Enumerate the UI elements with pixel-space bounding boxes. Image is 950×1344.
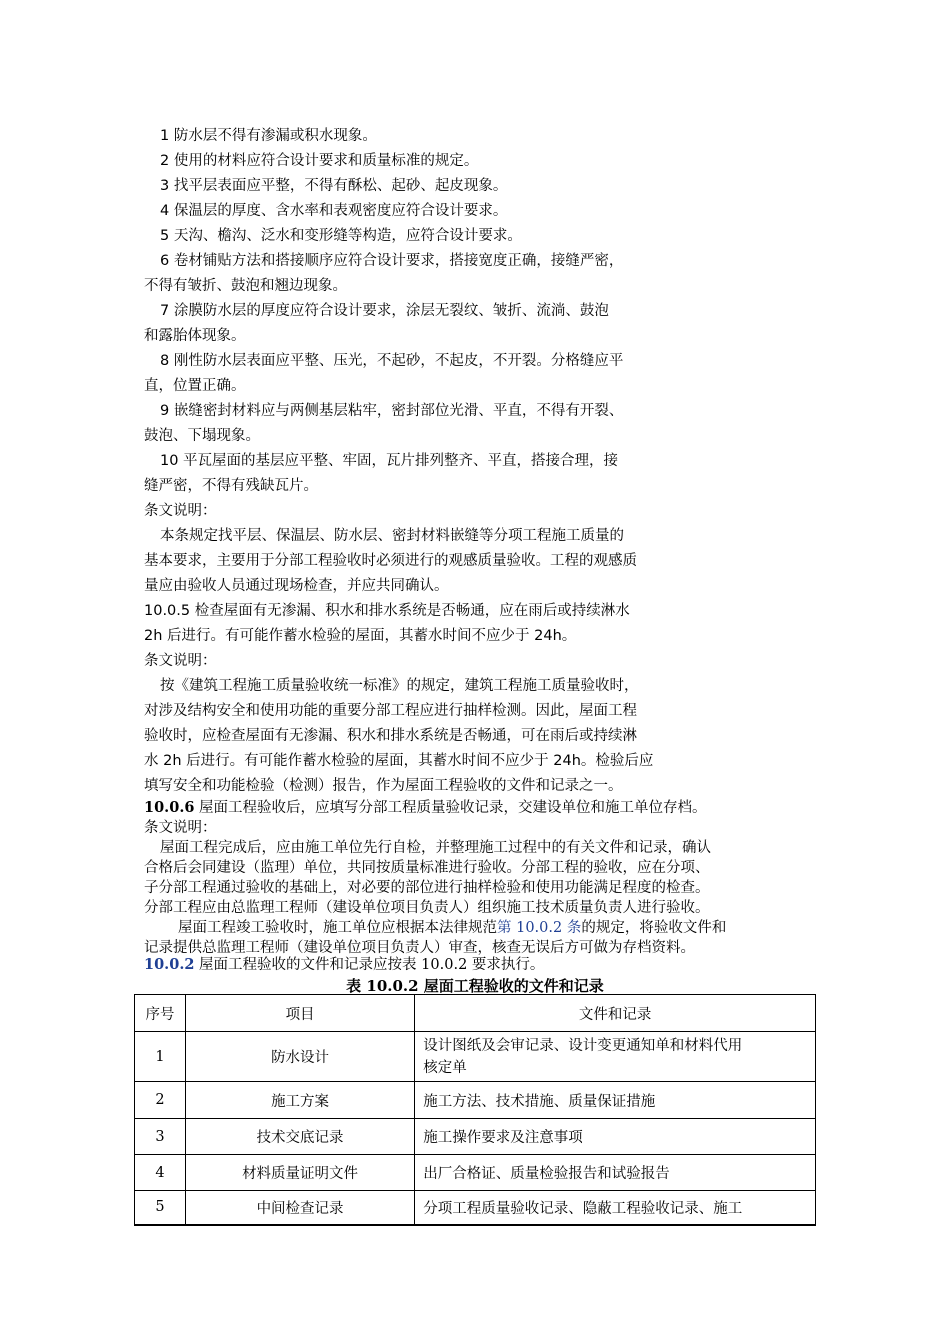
item-9-cont: 鼓泡、下塌现象。 [144,428,260,444]
item-8-cont: 直，位置正确。 [144,378,246,394]
table-header-row [135,995,816,1032]
row-item: 材料质量证明文件 [185,1155,414,1191]
note2-line: 验收时，应检查屋面有无渗漏、积水和排水系统是否畅通，可在雨后或持续淋 [144,728,637,744]
item-7: 7 涂膜防水层的厚度应符合设计要求，涂层无裂纹、皱折、流淌、鼓泡 [160,303,609,319]
table-row [135,1191,816,1225]
table-row [135,1082,816,1119]
note3-line: 屋面工程完成后，应由施工单位先行自检，并整理施工过程中的有关文件和记录，确认 [160,840,711,856]
row-no: 4 [135,1155,186,1191]
note3-line: 合格后会同建设（监理）单位，共同按质量标准进行验收。分部工程的验收，应在分项、 [144,860,710,876]
note3-para2 [178,918,726,938]
note3-line: 子分部工程通过验收的基础上，对必要的部位进行抽样检验和使用功能满足程度的检查。 [144,880,710,896]
row-item: 中间检查记录 [185,1191,414,1225]
row-doc: 施工操作要求及注意事项 [415,1119,816,1155]
row-item: 防水设计 [185,1032,414,1082]
header-item: 项目 [185,995,414,1032]
note2-line: 水 2h 后进行。有可能作蓄水检验的屋面，其蓄水时间不应少于 24h。检验后应 [144,753,654,769]
note3-para2-line2: 记录提供总监理工程师（建设单位项目负责人）审查，核查无误后方可做为存档资料。 [144,940,695,956]
note1-line: 基本要求，主要用于分部工程验收时必须进行的观感质量验收。工程的观感质 [144,553,637,569]
item-9: 9 嵌缝密封材料应与两侧基层粘牢，密封部位光滑、平直，不得有开裂、 [160,403,624,419]
header-doc: 文件和记录 [415,995,816,1032]
row-no: 3 [135,1119,186,1155]
row-doc-line: 核定单 [423,1059,467,1076]
clause-link[interactable]: 第 10.0.2 条 [497,920,582,936]
item-2: 2 使用的材料应符合设计要求和质量标准的规定。 [160,153,479,169]
item-4: 4 保温层的厚度、含水率和表观密度应符合设计要求。 [160,203,508,219]
row-doc: 施工方法、技术措施、质量保证措施 [415,1082,816,1119]
clause-1005-line: 2h 后进行。有可能作蓄水检验的屋面，其蓄水时间不应少于 24h。 [144,628,577,644]
note2-line: 按《建筑工程施工质量验收统一标准》的规定，建筑工程施工质量验收时， [160,678,639,694]
clause-1002 [144,955,544,975]
note1-label: 条文说明： [144,503,217,519]
item-10: 10 平瓦屋面的基层应平整、牢固，瓦片排列整齐、平直，搭接合理，接 [160,453,619,469]
records-table [134,994,816,1226]
item-3: 3 找平层表面应平整，不得有酥松、起砂、起皮现象。 [160,178,508,194]
item-7-cont: 和露胎体现象。 [144,328,246,344]
row-doc: 出厂合格证、质量检验报告和试验报告 [415,1155,816,1191]
note2-line: 对涉及结构安全和使用功能的重要分部工程应进行抽样检测。因此，屋面工程 [144,703,637,719]
row-item: 施工方案 [185,1082,414,1119]
item-6-cont: 不得有皱折、鼓泡和翘边现象。 [144,278,347,294]
table-row [135,1155,816,1191]
row-doc-line: 设计图纸及会审记录、设计变更通知单和材料代用 [423,1037,743,1054]
clause-1006-num: 10.0.6 [144,799,195,816]
note3-line: 分部工程应由总监理工程师（建设单位项目负责人）组织施工技术质量负责人进行验收。 [144,900,710,916]
clause-1006 [144,798,707,818]
note2-line: 填写安全和功能检验（检测）报告，作为屋面工程验收的文件和记录之一。 [144,778,623,794]
row-no: 5 [135,1191,186,1225]
table-title: 表 10.0.2 屋面工程验收的文件和记录 [346,977,604,995]
item-1: 1 防水层不得有渗漏或积水现象。 [160,128,377,144]
note1-line: 本条规定找平层、保温层、防水层、密封材料嵌缝等分项工程施工质量的 [160,528,624,544]
item-8: 8 刚性防水层表面应平整、压光，不起砂，不起皮，不开裂。分格缝应平 [160,353,624,369]
row-doc [415,1032,816,1082]
row-no: 2 [135,1082,186,1119]
note2-label: 条文说明： [144,653,217,669]
note3-para2-text: 的规定，将验收文件和 [581,920,727,936]
clause-1006-text: 屋面工程验收后，应填写分部工程质量验收记录，交建设单位和施工单位存档。 [194,800,707,816]
table-row [135,1119,816,1155]
item-10-cont: 缝严密，不得有残缺瓦片。 [144,478,318,494]
row-item: 技术交底记录 [185,1119,414,1155]
clause-1005-line: 10.0.5 检查屋面有无渗漏、积水和排水系统是否畅通，应在雨后或持续淋水 [144,603,630,619]
clause-1002-num: 10.0.2 [144,956,195,973]
clause-1002-text: 屋面工程验收的文件和记录应按表 10.0.2 要求执行。 [194,957,545,973]
item-6: 6 卷材铺贴方法和搭接顺序应符合设计要求，搭接宽度正确，接缝严密， [160,253,624,269]
note1-line: 量应由验收人员通过现场检查，并应共同确认。 [144,578,449,594]
table-row [135,1032,816,1082]
row-no: 1 [135,1032,186,1082]
note3-label: 条文说明： [144,820,217,836]
item-5: 5 天沟、檐沟、泛水和变形缝等构造，应符合设计要求。 [160,228,522,244]
row-doc: 分项工程质量验收记录、隐蔽工程验收记录、施工 [415,1191,816,1225]
header-no: 序号 [135,995,186,1032]
note3-para2-text: 屋面工程竣工验收时，施工单位应根据本法律规范 [178,920,497,936]
